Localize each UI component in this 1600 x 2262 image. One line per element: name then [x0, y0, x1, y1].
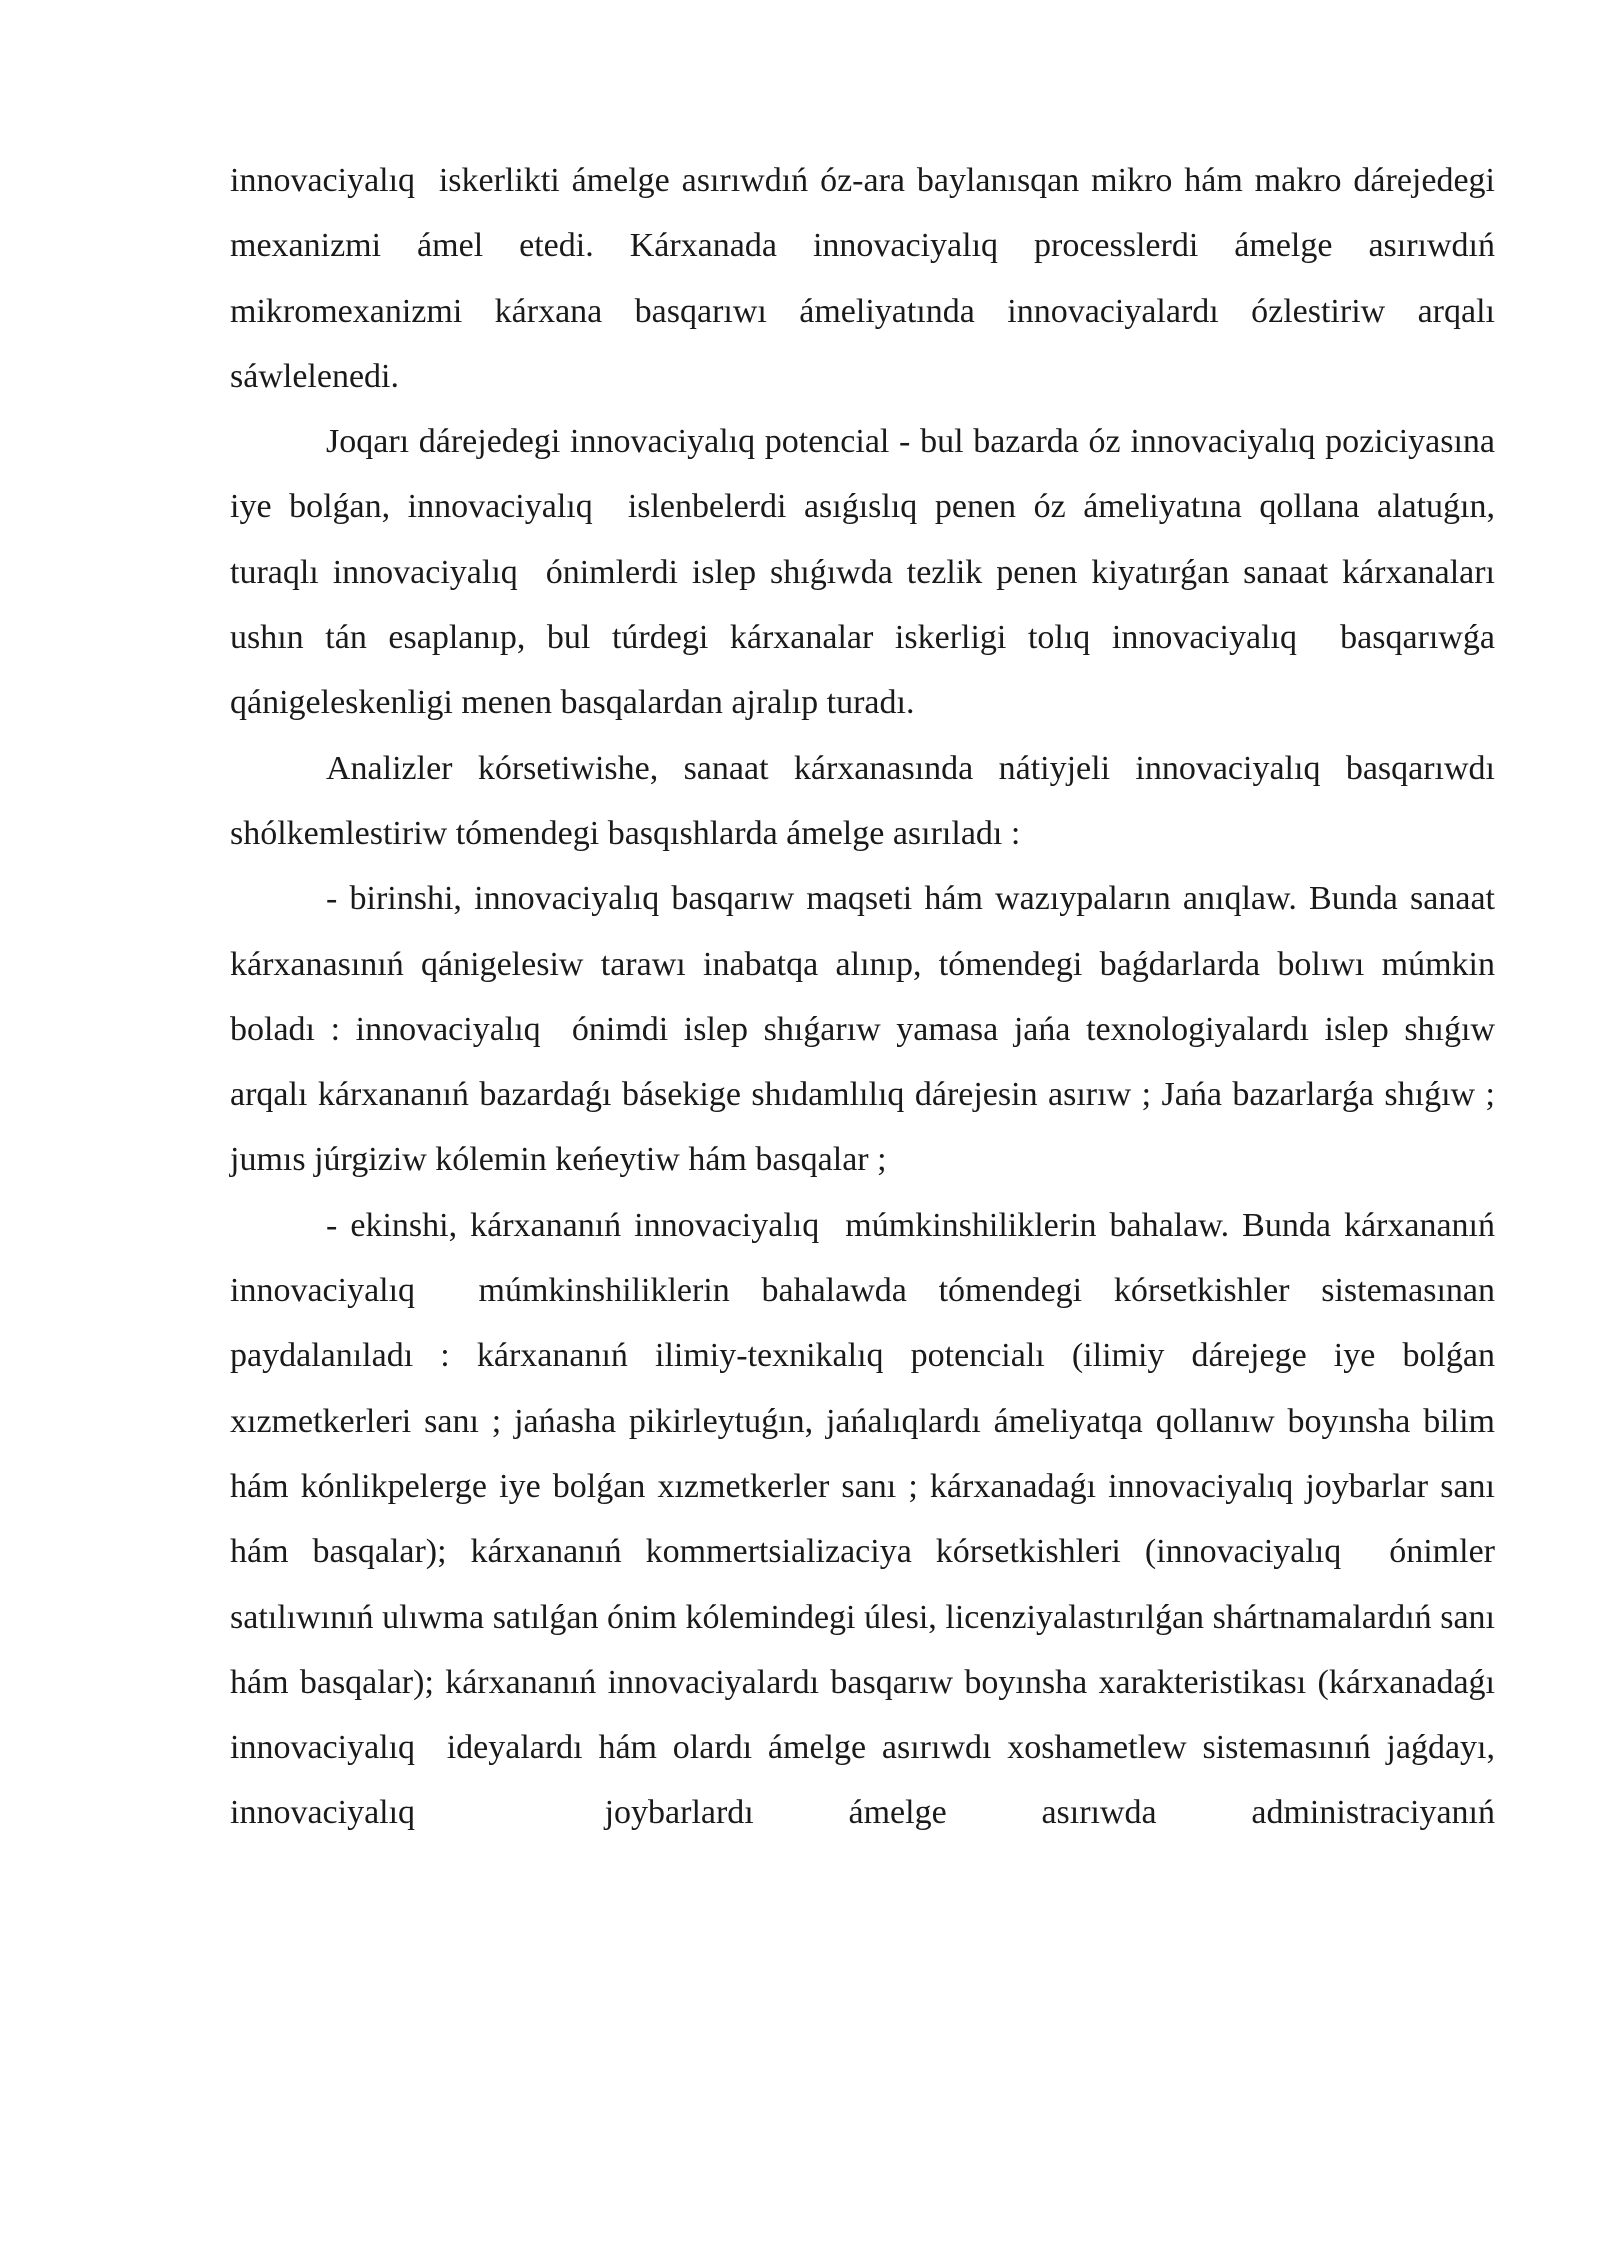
paragraph-second-stage: - ekinshi, kárxananıń innovaciyalıq múmkinshiliklerin bahalaw. Bunda kárxananıń innovaciyalıq múmkinshiliklerin bahalawda tómendegi kórsetkishler sistemasınan paydalanıladı : kárxananıń ilimiy-texnikalıq potencialı (ilimiy dárejege iye bolǵan xızmetkerleri sanı ; jańasha pikirleytuǵın, jańalıqlardı ámeliyatqa qollanıw boyınsha bilim hám kónlikpelerge iye bolǵan xızmetkerler sanı ; kárxanadaǵı innovaciyalıq joybarlar sanı hám basqalar); kárxananıń kommertsializaciya kórsetkishleri (innovaciyalıq ónimler satılıwınıń ulıwma satılǵan ónim kólemindegi úlesi, licenziyalastırılǵan shártnamalardıń sanı hám basqalar); kárxananıń innovaciyalardı basqarıw boyınsha xarakteristikası (kárxanadaǵı innovaciyalıq ideyalardı hám olardı ámelge asırıwdı xoshametlew sistemasınıń jaǵdayı, innovaciyalıq joybarlardı ámelge asırıwda administraciyanıń [230, 1206, 1504, 1832]
document-body [230, 148, 1504, 1846]
paragraph-first-stage: - birinshi, innovaciyalıq basqarıw maqseti hám wazıypaların anıqlaw. Bunda sanaat kárxanasınıń qánigelesiw tarawı inabatqa alınıp, tómendegi baǵdarlarda bolıwı múmkin boladı : innovaciyalıq ónimdi islep shıǵarıw yamasa jańa texnologiyalardı islep shıǵıw arqalı kárxananıń bazardaǵı básekige shıdamlılıq dárejesin asırıw ; Jańa bazarlarǵa shıǵıw ; jumıs júrgiziw kólemin keńeytiw hám basqalar ; [230, 880, 1504, 1179]
paragraph-high-potential: Joqarı dárejedegi innovaciyalıq potencial - bul bazarda óz innovaciyalıq poziciyasına iye bolǵan, innovaciyalıq islenbelerdi asıǵıslıq penen óz ámeliyatına qollana alatuǵın, turaqlı innovaciyalıq ónimlerdi islep shıǵıwda tezlik penen kiyatırǵan sanaat kárxanaları ushın tán esaplanıp, bul túrdegi kárxanalar iskerligi tolıq innovaciyalıq basqarıwǵa qánigeleskenligi menen basqalardan ajralıp turadı. [230, 423, 1504, 722]
paragraph-analysis-stages: Analizler kórsetiwishe, sanaat kárxanasında nátiyjeli innovaciyalıq basqarıwdı shólkemlestiriw tómendegi basqıshlarda ámelge asırıladı : [230, 749, 1504, 852]
paragraph-innovation-mechanism: innovaciyalıq iskerlikti ámelge asırıwdıń óz-ara baylanısqan mikro hám makro dárejedegi mexanizmi ámel etedi. Kárxanada innovaciyalıq processlerdi ámelge asırıwdıń mikromexanizmi kárxana basqarıwı ámeliyatında innovaciyalardı ózlestiriw arqalı sáwlelenedi. [230, 162, 1504, 395]
